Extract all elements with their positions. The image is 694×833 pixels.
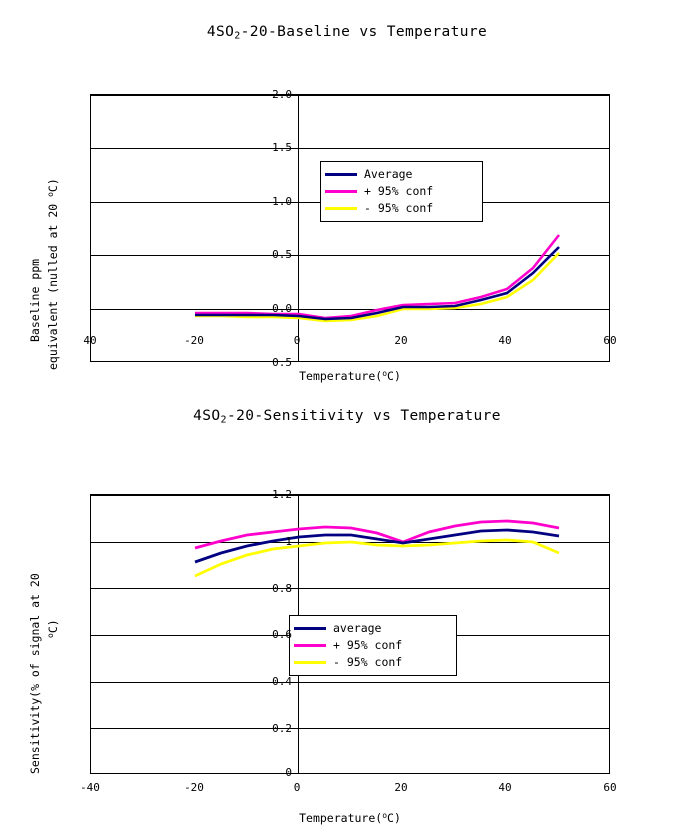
chart-1-title-subscript: 2 [234,30,241,42]
chart-2-xaxis-label [240,811,460,825]
chart-1-ytick-0.5: 0.5 [272,247,292,261]
chart-1-yaxis-label-line2 [46,178,60,370]
chart-2-title-post: -20-Sensitivity vs Temperature [226,408,501,424]
chart-1-yaxis-label-line1-text: Baseline ppm [28,258,42,342]
chart-2-xaxis-label-pre: Temperature( [299,810,383,825]
chart-2-legend-label-plus95: + 95% conf [333,638,403,652]
chart-1-xtick-20: 20 [394,333,408,347]
chart-1-xtick-minus40: 40 [83,333,97,347]
chart-1-xtick-60: 60 [603,333,617,347]
chart-2-title [0,408,694,426]
chart-1-title-post: -20-Baseline vs Temperature [240,24,488,40]
chart-2-ytick-1.2: 1.2 [272,487,292,501]
line-swatch-icon [294,644,326,647]
chart-1-ytick-1.0: 1.0 [272,194,292,208]
chart-1-ytick-0.0: 0.0 [272,301,292,315]
chart-2-ytick-1: 1 [285,534,292,548]
chart-2-ytick-0: 0 [285,765,292,779]
chart-1-legend-label-average: Average [364,167,413,181]
chart-1-plot-wrap [0,42,694,382]
chart-1-legend-item-average [325,166,474,183]
line-swatch-icon [325,173,357,176]
chart-2-yaxis-label-line1 [28,573,42,774]
chart-2-yaxis-label-line1-text: Sensitivity(% of signal at 20 [28,572,42,774]
chart-2-xaxis-label-post: C) [387,810,401,825]
chart-2-legend-item-average [294,620,448,637]
chart-1-yaxis-label-line2-pre: equivalent (nulled at 20 [46,196,60,370]
chart-1-legend-item-plus95 [325,183,474,200]
chart-2-legend-label-average: average [333,621,382,635]
chart-1-legend-label-minus95: - 95% conf [364,201,434,215]
chart-1-ytick-minus0.5: 0.5 [272,355,292,369]
chart-2-xtick-60: 60 [603,780,617,794]
chart-2-title-subscript: 2 [220,414,227,426]
chart-1-legend-item-minus95 [325,200,474,217]
chart-1-xtick-0: 0 [293,333,301,347]
chart-2-ytick-0.4: 0.4 [272,674,292,688]
chart-2-yaxis-label-line2-post: C) [46,618,60,633]
chart-2-title-pre: 4SO [193,408,221,424]
chart-1-title [0,24,694,42]
chart-2-xtick-minus20: -20 [184,780,204,794]
chart-1-xaxis-label-sup: o [382,368,388,378]
chart-1-ytick-1.5: 1.5 [272,140,292,154]
chart-1-ytick-2.0: 2.0 [272,87,292,101]
chart-1-xtick-40: 40 [498,333,512,347]
line-swatch-icon [325,207,357,210]
chart-1-yaxis-label-line2-sup: o [46,191,55,197]
chart-1-yaxis-label-line2-post: C) [46,177,60,192]
chart-2-xtick-20: 20 [394,780,408,794]
chart-1-yaxis-label-line1 [28,258,42,341]
chart-2-legend [289,615,457,676]
chart-1-legend-label-plus95: + 95% conf [364,184,434,198]
chart-2-ytick-0.6: 0.6 [272,627,292,641]
chart-2-legend-item-plus95 [294,637,448,654]
chart-2-legend-item-minus95 [294,654,448,671]
chart-2-yaxis-label-line2 [46,619,60,638]
chart-2-legend-label-minus95: - 95% conf [333,655,403,669]
chart-2-xtick-minus40: -40 [80,780,100,794]
chart-2-plot-area [90,494,610,774]
chart-2-ytick-0.8: 0.8 [272,581,292,595]
line-swatch-icon [294,627,326,630]
chart-baseline-vs-temperature [0,24,694,404]
chart-2-xaxis-label-sup: o [382,810,388,820]
chart-1-plot-area [90,94,610,362]
chart-1-xaxis-label-post: C) [387,368,401,383]
chart-sensitivity-vs-temperature [0,408,694,828]
chart-1-title-pre: 4SO [206,24,235,40]
chart-1-xtick-minus20: -20 [184,333,204,347]
chart-1-xaxis-label [240,369,460,383]
chart-2-xtick-0: 0 [293,780,301,794]
line-swatch-icon [294,661,326,664]
line-swatch-icon [325,190,357,193]
chart-2-plot-wrap [0,426,694,825]
chart-1-legend [320,161,483,222]
chart-2-yaxis-label-line2-sup: o [46,632,55,638]
chart-1-xaxis-label-pre: Temperature( [299,368,383,383]
chart-2-xtick-40: 40 [498,780,512,794]
chart-2-ytick-0.2: 0.2 [272,721,292,735]
chart-1-series-layer [91,95,611,363]
